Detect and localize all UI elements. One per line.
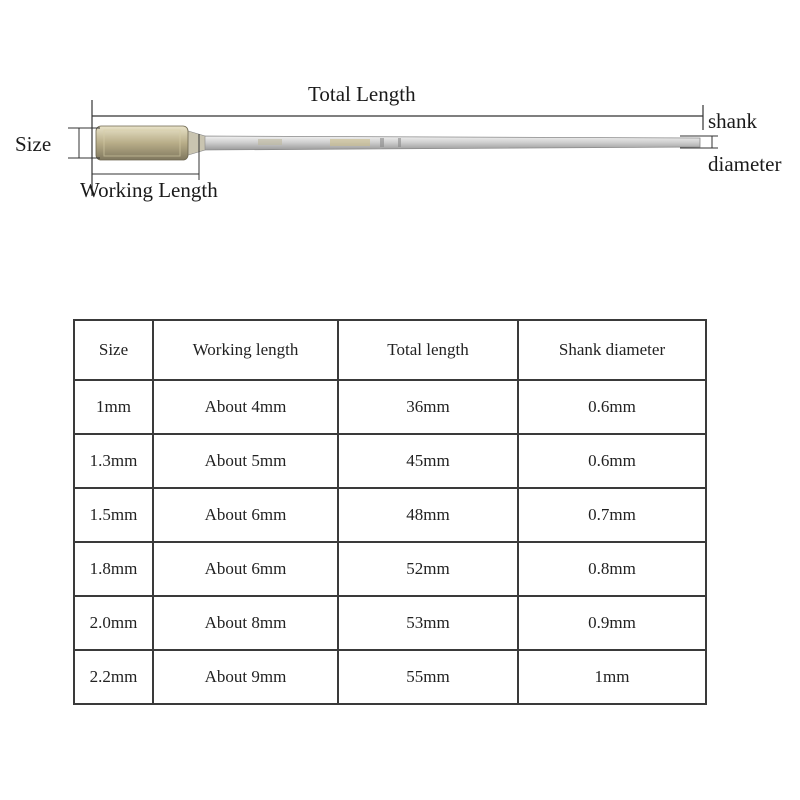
cell-size: 1.5mm	[74, 488, 153, 542]
drill-bit-diagram	[0, 0, 800, 230]
cell-working-length: About 5mm	[153, 434, 338, 488]
shank-marking	[398, 138, 401, 147]
table-row	[74, 596, 706, 650]
cell-shank-diameter: 0.7mm	[518, 488, 706, 542]
cell-size: 1.8mm	[74, 542, 153, 596]
cell-working-length: About 6mm	[153, 488, 338, 542]
cell-size: 2.0mm	[74, 596, 153, 650]
total-length-label: Total Length	[308, 82, 416, 106]
table-row	[74, 488, 706, 542]
cell-working-length: About 8mm	[153, 596, 338, 650]
cell-working-length: About 6mm	[153, 542, 338, 596]
cell-shank-diameter: 0.9mm	[518, 596, 706, 650]
cell-total-length: 45mm	[338, 434, 518, 488]
cell-size: 1.3mm	[74, 434, 153, 488]
cell-shank-diameter: 0.6mm	[518, 380, 706, 434]
drill-working-head	[96, 126, 188, 160]
cell-working-length: About 9mm	[153, 650, 338, 704]
table-row	[74, 542, 706, 596]
cell-total-length: 48mm	[338, 488, 518, 542]
cell-total-length: 52mm	[338, 542, 518, 596]
working-length-label: Working Length	[80, 178, 218, 202]
cell-size: 1mm	[74, 380, 153, 434]
table-header-row	[74, 320, 706, 380]
shank-marking	[258, 139, 282, 145]
header-working-length: Working length	[153, 320, 338, 380]
cell-shank-diameter: 0.6mm	[518, 434, 706, 488]
table-row	[74, 380, 706, 434]
cell-shank-diameter: 1mm	[518, 650, 706, 704]
table-row	[74, 434, 706, 488]
header-size: Size	[74, 320, 153, 380]
cell-size: 2.2mm	[74, 650, 153, 704]
table-row	[74, 650, 706, 704]
shank-marking	[330, 139, 370, 146]
cell-total-length: 53mm	[338, 596, 518, 650]
header-shank-diameter: Shank diameter	[518, 320, 706, 380]
shank-label: shank	[708, 109, 757, 133]
cell-total-length: 55mm	[338, 650, 518, 704]
cell-total-length: 36mm	[338, 380, 518, 434]
cell-working-length: About 4mm	[153, 380, 338, 434]
diameter-label: diameter	[708, 152, 782, 176]
cell-shank-diameter: 0.8mm	[518, 542, 706, 596]
header-total-length: Total length	[338, 320, 518, 380]
size-label: Size	[15, 132, 52, 156]
shank-marking	[380, 138, 384, 147]
spec-table	[73, 319, 707, 705]
